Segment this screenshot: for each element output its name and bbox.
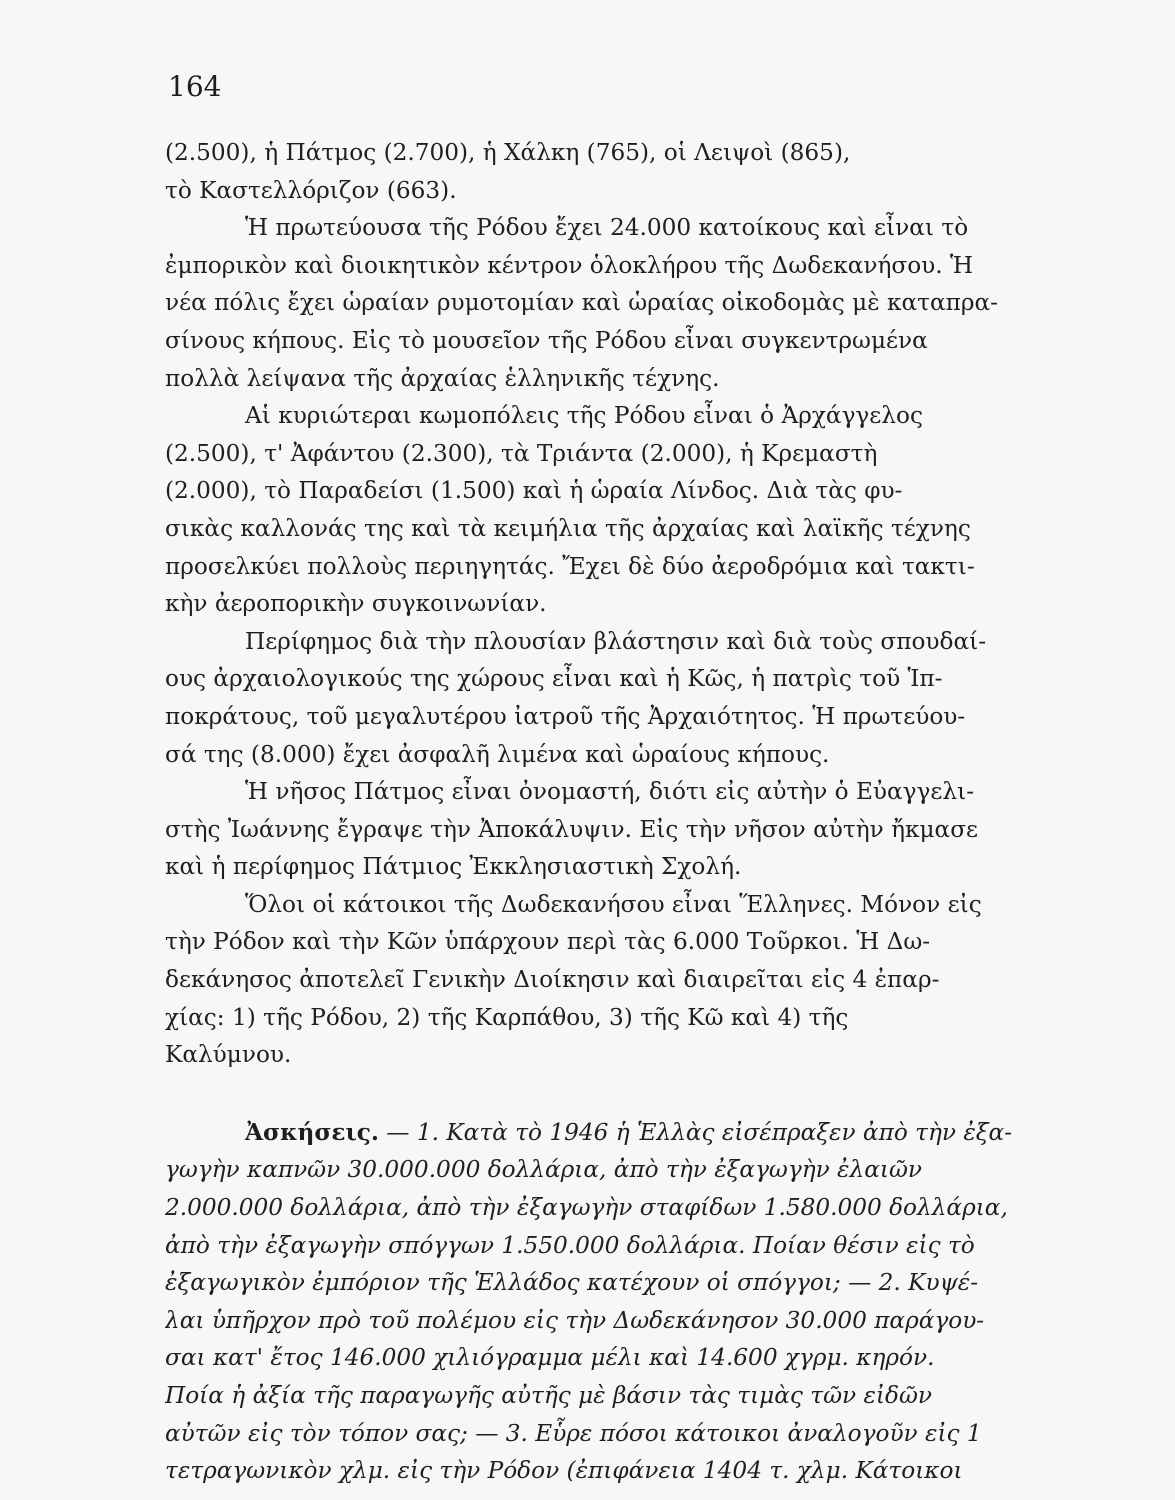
text-line: ποκράτους, τοῦ μεγαλυτέρου ἰατροῦ τῆς Ἀρχαιότητος. Ἡ πρωτεύου-: [165, 702, 966, 730]
text-line: καὶ ἡ περίφημος Πάτμιος Ἐκκλησιαστικὴ Σχολή.: [165, 853, 742, 881]
text-line: στὴς Ἰωάννης ἔγραψε τὴν Ἀποκάλυψιν. Εἰς τὴν νῆσον αὐτὴν ἤκμασε: [165, 815, 979, 843]
text-line: Αἱ κυριώτεραι κωμοπόλεις τῆς Ρόδου εἶναι ὁ Ἀρχάγγελος: [245, 402, 923, 430]
exercise-line: 2.000.000 δολλάρια, ἀπὸ τὴν ἐξαγωγὴν σταφίδων 1.580.000 δολλάρια,: [165, 1194, 1008, 1222]
text-line: κὴν ἀεροπορικὴν συγκοινωνίαν.: [165, 590, 547, 618]
text-line: πολλὰ λείψανα τῆς ἀρχαίας ἑλληνικῆς τέχνης.: [165, 364, 720, 392]
text-line: ους ἀρχαιολογικούς της χώρους εἶναι καὶ ἡ Κῶς, ἡ πατρὶς τοῦ Ἱπ-: [165, 665, 943, 693]
text-line: τὴν Ρόδον καὶ τὴν Κῶν ὑπάρχουν περὶ τὰς 6.000 Τοῦρκοι. Ἡ Δω-: [165, 928, 931, 956]
text-line: προσελκύει πολλοὺς περιηγητάς. Ἔχει δὲ δύο ἀεροδρόμια καὶ τακτι-: [165, 552, 975, 580]
exercise-line: σαι κατ' ἔτος 146.000 χιλιόγραμμα μέλι καὶ 14.600 χγρμ. κηρόν.: [165, 1344, 935, 1372]
text-line: Καλύμνου.: [165, 1041, 292, 1069]
text-line: Ὅλοι οἱ κάτοικοι τῆς Δωδεκανήσου εἶναι Ἕλληνες. Μόνον εἰς: [245, 890, 982, 918]
exercise-line: τετραγωνικὸν χλμ. εἰς τὴν Ρόδον (ἐπιφάνεια 1404 τ. χλμ. Κάτοικοι: [165, 1457, 963, 1485]
exercise-text: — 1. Κατὰ τὸ 1946 ἡ Ἑλλὰς εἰσέπραξεν ἀπὸ τὴν ἐξα-: [378, 1118, 1013, 1146]
text-line: σά της (8.000) ἔχει ἀσφαλῆ λιμένα καὶ ὡραίους κήπους.: [165, 740, 830, 768]
main-text: [165, 134, 1020, 1490]
text-line: (2.000), τὸ Παραδείσι (1.500) καὶ ἡ ὡραία Λίνδος. Διὰ τὰς φυ-: [165, 477, 903, 505]
exercise-line: ἀπὸ τὴν ἐξαγωγὴν σπόγγων 1.550.000 δολλάρια. Ποίαν θέσιν εἰς τὸ: [165, 1231, 975, 1259]
text-line: τὸ Καστελλόριζον (663).: [165, 176, 457, 204]
exercise-line: Ποία ἡ ἀξία τῆς παραγωγῆς αὐτῆς μὲ βάσιν τὰς τιμὰς τῶν εἰδῶν: [165, 1382, 932, 1409]
exercise-first-line: [165, 1114, 1020, 1152]
text-line: (2.500), τ' Ἀφάντου (2.300), τὰ Τριάντα (2.000), ἡ Κρεμαστὴ: [165, 439, 878, 467]
exercise-line: λαι ὑπῆρχον πρὸ τοῦ πολέμου εἰς τὴν Δωδεκάνησον 30.000 παράγου-: [165, 1306, 985, 1334]
text-line: χίας: 1) τῆς Ρόδου, 2) τῆς Καρπάθου, 3) τῆς Κῶ καὶ 4) τῆς: [165, 1003, 849, 1031]
exercises-section: [165, 1114, 1020, 1490]
text-line: (2.500), ἡ Πάτμος (2.700), ἡ Χάλκη (765), οἱ Λειψοὶ (865),: [165, 139, 851, 166]
text-line: ἐμπορικὸν καὶ διοικητικὸν κέντρον ὁλοκλήρου τῆς Δωδεκανήσου. Ἡ: [165, 251, 974, 279]
exercise-line: ἐξαγωγικὸν ἐμπόριον τῆς Ἑλλάδος κατέχουν οἱ σπόγγοι; — 2. Κυψέ-: [165, 1269, 979, 1297]
exercise-line: αὐτῶν εἰς τὸν τόπον σας; — 3. Εὗρε πόσοι κάτοικοι ἀναλογοῦν εἰς 1: [165, 1419, 982, 1447]
exercises-heading: Ἀσκήσεις.: [245, 1118, 379, 1146]
text-line: Ἡ πρωτεύουσα τῆς Ρόδου ἔχει 24.000 κατοίκους καὶ εἶναι τὸ: [245, 214, 969, 242]
text-line: Ἡ νῆσος Πάτμος εἶναι ὀνομαστή, διότι εἰς αὐτὴν ὁ Εὐαγγελι-: [245, 778, 975, 806]
text-line: δεκάνησος ἀποτελεῖ Γενικὴν Διοίκησιν καὶ διαιρεῖται εἰς 4 ἐπαρ-: [165, 966, 940, 994]
page-number: 164: [168, 70, 222, 103]
text-line: σικὰς καλλονάς της καὶ τὰ κειμήλια τῆς ἀρχαίας καὶ λαϊκῆς τέχνης: [165, 514, 971, 542]
text-line: Περίφημος διὰ τὴν πλουσίαν βλάστησιν καὶ διὰ τοὺς σπουδαί-: [245, 627, 987, 655]
text-line: σίνους κήπους. Εἰς τὸ μουσεῖον τῆς Ρόδου εἶναι συγκεντρωμένα: [165, 326, 928, 354]
text-line: νέα πόλις ἔχει ὡραίαν ρυμοτομίαν καὶ ὡραίας οἰκοδομὰς μὲ καταπρα-: [165, 289, 999, 317]
exercise-line: γωγὴν καπνῶν 30.000.000 δολλάρια, ἀπὸ τὴν ἐξαγωγὴν ἐλαιῶν: [165, 1156, 922, 1184]
paragraph-gap: [165, 1074, 1020, 1114]
